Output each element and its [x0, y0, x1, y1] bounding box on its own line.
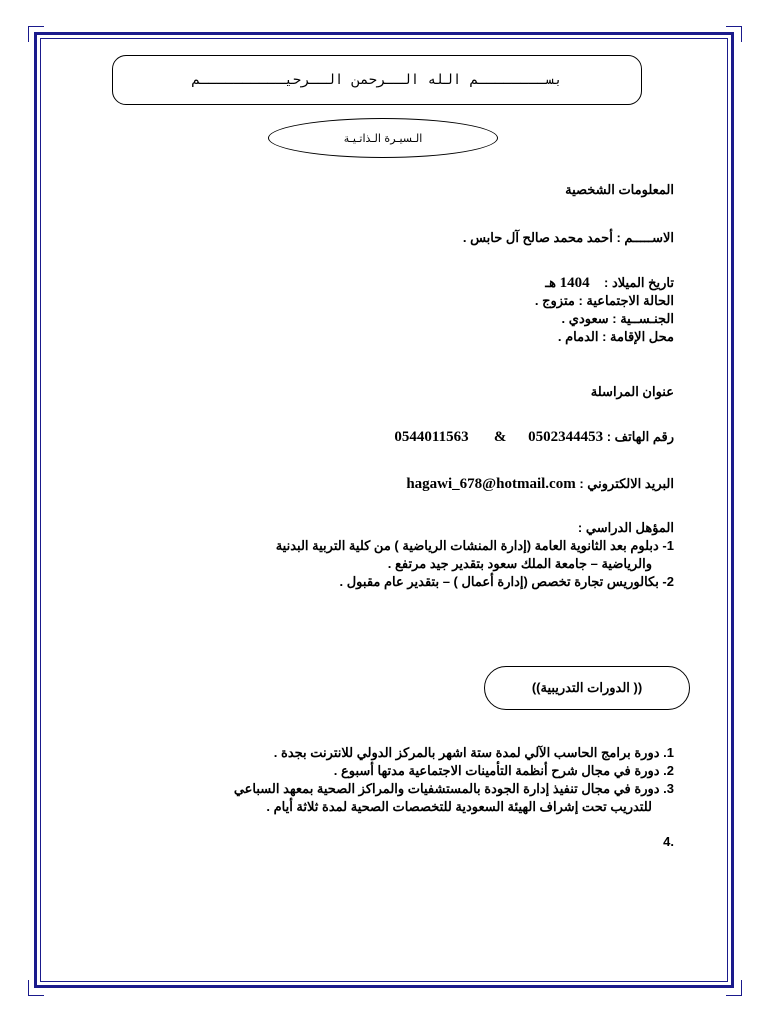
- phone-label: رقم الهاتف :: [606, 429, 674, 444]
- cv-title-box: [268, 118, 498, 158]
- phone-row: [394, 429, 674, 446]
- education-item-1-line-2: والرياضية – جامعة الملك سعود بتقدير جيد مرتفع .: [387, 556, 652, 571]
- name-label: الاســـــم :: [616, 230, 674, 245]
- phone-2: 0502344453: [528, 429, 604, 445]
- education-item-2: 2- بكالوريس تجارة تخصص (إدارة أعمال ) – بتقدير عام مقبول .: [339, 574, 674, 589]
- course-item-4: .4: [663, 834, 674, 849]
- nationality-label: الجنـســية :: [612, 311, 674, 326]
- education-item-1-line-1: 1- دبلوم بعد الثانوية العامة (إدارة المنشات الرياضية ) من كلية التربية البدنية: [275, 538, 674, 553]
- personal-section-title: المعلومات الشخصية: [565, 182, 674, 197]
- name-value: أحمد محمد صالح آل حابس .: [462, 230, 613, 245]
- birth-suffix: هـ: [545, 275, 556, 290]
- cv-title: الـسيـرة الـذاتـيـة: [343, 131, 423, 145]
- name-row: [463, 230, 674, 246]
- email-row: [406, 476, 674, 493]
- education-section-title: المؤهل الدراسي :: [577, 520, 674, 535]
- course-item-3-line-2: للتدريب تحت إشراف الهيئة السعودية للتخصصات الصحية لمدة ثلاثة أيام .: [266, 799, 652, 814]
- birth-row: [545, 275, 674, 292]
- email-label: البريد الالكتروني :: [579, 476, 674, 491]
- basmala-text: بســــــــم الله الــرحمن الــرحيــــــــــم: [191, 72, 563, 88]
- nationality-row: [562, 311, 674, 327]
- phone-1: 0544011563: [394, 429, 469, 445]
- basmala-box: [112, 55, 642, 105]
- course-item-2: 2. دورة في مجال شرح أنظمة التأمينات الاجتماعية مدتها أسبوع .: [333, 763, 674, 778]
- nationality-value: سعودي .: [561, 311, 609, 326]
- course-item-3-line-1: 3. دورة في مجال تنفيذ إدارة الجودة بالمستشفيات والمراكز الصحية بمعهد السباعي: [233, 781, 674, 796]
- phone-separator: &: [493, 429, 507, 445]
- residence-row: [558, 329, 674, 345]
- courses-title: (( الدورات التدريبية)): [531, 680, 643, 695]
- birth-label: تاريخ الميلاد :: [604, 275, 674, 290]
- courses-title-box: [484, 666, 690, 710]
- birth-value: 1404: [559, 275, 590, 291]
- residence-value: الدمام .: [557, 329, 599, 344]
- marital-value: متزوج .: [534, 293, 575, 308]
- marital-row: [535, 293, 674, 309]
- course-item-1: 1. دورة برامج الحاسب الآلي لمدة ستة اشهر بالمركز الدولي للانترنت بجدة .: [273, 745, 674, 760]
- marital-label: الحالة الاجتماعية :: [578, 293, 674, 308]
- email-value: hagawi_678@hotmail.com: [406, 476, 576, 492]
- contact-section-title: عنوان المراسلة: [590, 384, 674, 399]
- residence-label: محل الإقامة :: [602, 329, 674, 344]
